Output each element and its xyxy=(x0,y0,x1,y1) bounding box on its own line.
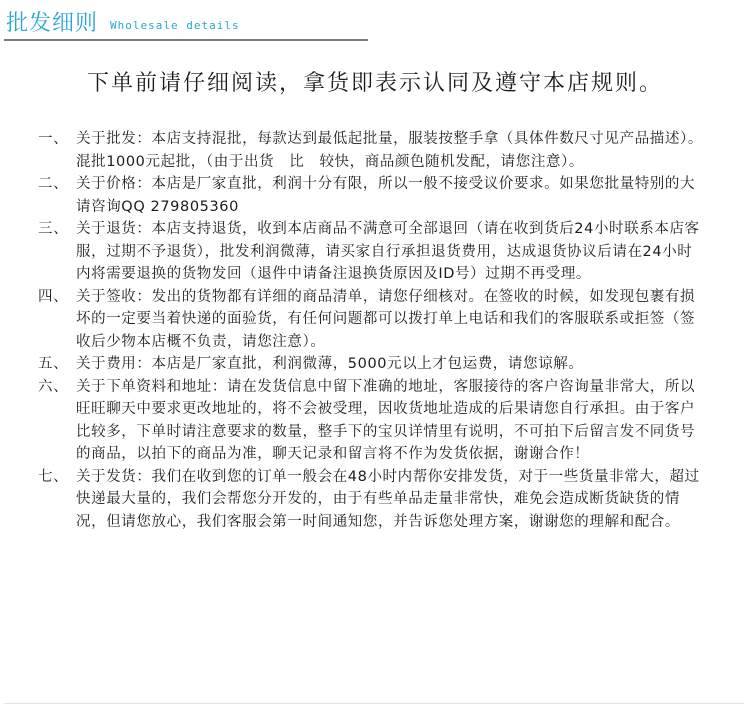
rule-number: 六、 xyxy=(38,378,69,395)
rule-number: 一、 xyxy=(38,131,69,147)
rule-item-5 xyxy=(38,353,704,376)
rule-item-2 xyxy=(38,173,704,218)
rule-item-6 xyxy=(38,376,704,466)
rule-number: 二、 xyxy=(38,176,69,192)
notice-title: 下单前请仔细阅读，拿货即表示认同及遵守本店规则。 xyxy=(86,71,663,96)
rule-text: 关于价格：本店是厂家直批，利润十分有限，所以一般不接受议价要求。如果您批量特别的大请咨询QQ 279805360 xyxy=(76,176,696,215)
rule-number: 七、 xyxy=(38,468,69,485)
rules-list xyxy=(38,128,704,533)
section-header xyxy=(0,0,750,44)
rule-item-4 xyxy=(38,286,704,354)
rule-item-1 xyxy=(38,128,704,173)
rule-number: 五、 xyxy=(38,356,69,372)
rule-text: 关于退货：本店支持退货，收到本店商品不满意可全部退回（请在收到货后24小时联系本店客服，过期不予退货），批发利润微薄，请买家自行承担退货费用，达成退货协议后请在24小时内将需要退换的货物发回（退件中请备注退换货原因及ID号）过期不再受理。 xyxy=(76,221,700,282)
rule-text: 关于下单资料和地址：请在发货信息中留下准确的地址，客服接待的客户咨询量非常大，所以旺旺聊天中要求更改地址的，将不会被受理，因收货地址造成的后果请您自行承担。由于客户比较多，下单时请注意要求的数量，整手下的宝贝详情里有说明，不可拍下后留言发不同货号的商品，以拍下的商品为准，聊天记录和留言将不作为发货依据，谢谢合作！ xyxy=(76,378,696,462)
rule-number: 四、 xyxy=(38,288,69,305)
bottom-divider xyxy=(4,703,744,704)
rule-text: 关于发货：我们在收到您的订单一般会在48小时内帮你安排发货，对于一些货量非常大，超过快递最大量的，我们会帮您分开发的，由于有些单品走量非常快，难免会造成断货缺货的情况，但请您放心，我们客服会第一时间通知您，并告诉您处理方案，谢谢您的理解和配合。 xyxy=(76,468,700,530)
rule-text: 关于批发：本店支持混批，每款达到最低起批量，服装按整手拿（具体件数尺寸见产品描述）。混批1000元起批，（由于出货 比 较快，商品颜色随机发配，请您注意）。 xyxy=(76,131,703,170)
header-divider xyxy=(4,39,368,41)
rule-number: 三、 xyxy=(38,221,69,237)
section-title: 批发细则 xyxy=(6,11,99,36)
rule-item-7 xyxy=(38,466,704,534)
section-subtitle: Wholesale details xyxy=(110,19,240,32)
rule-item-3 xyxy=(38,218,704,286)
rule-text: 关于费用：本店是厂家直批，利润微薄，5000元以上才包运费，请您谅解。 xyxy=(76,356,584,372)
rule-text: 关于签收：发出的货物都有详细的商品清单，请您仔细核对。在签收的时候，如发现包裹有损坏的一定要当着快递的面验货，有任何问题都可以拨打单上电话和我们的客服联系或拒签（签收后少物本店概不负责，请您注意）。 xyxy=(76,288,696,350)
